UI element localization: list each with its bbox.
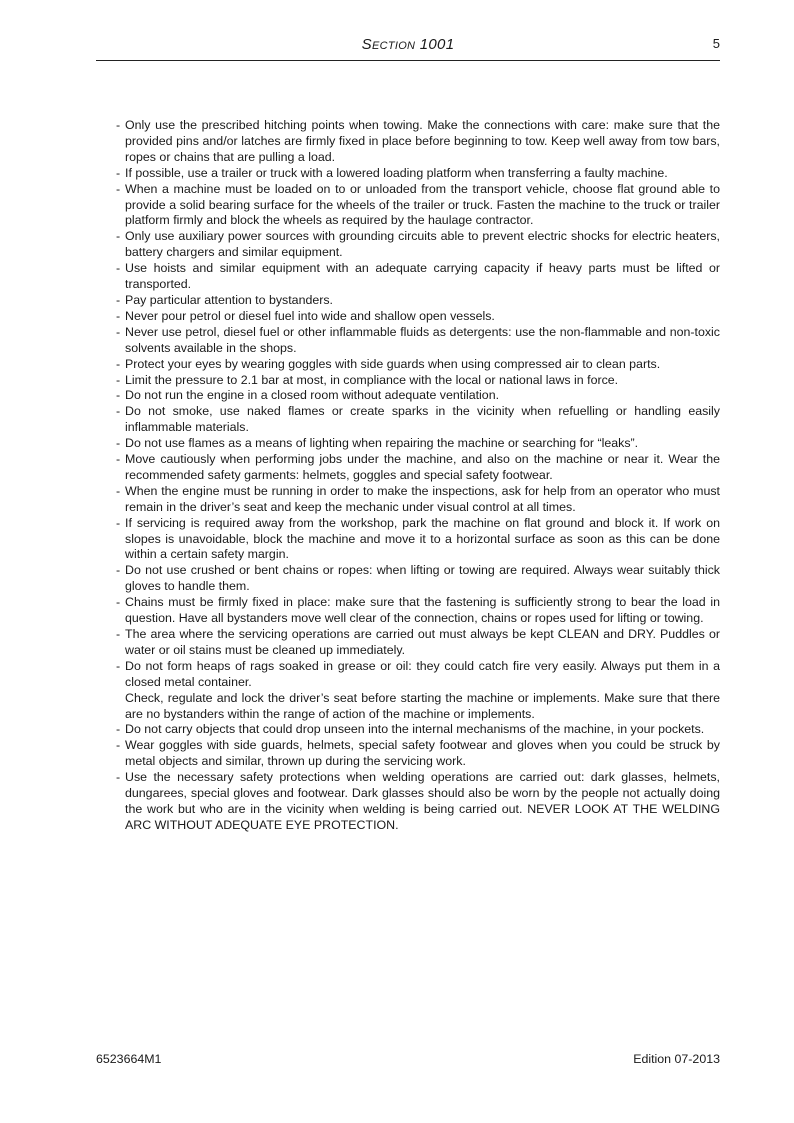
edition-label: Edition 07-2013 bbox=[633, 1052, 720, 1066]
bullet-dash: - bbox=[116, 308, 121, 323]
list-item bbox=[116, 595, 720, 627]
list-item-text: When a machine must be loaded on to or unloaded from the transport vehicle, choose flat ground able to provide a solid bearing surface for the wheels of the trailer or truck. Fasten the machine to the truck or trailer platform firmly and block the wheels as required by the haulage contractor. bbox=[125, 181, 720, 228]
list-item-text: Wear goggles with side guards, helmets, special safety footwear and gloves when you could be struck by metal objects and similar, thrown up during the servicing work. bbox=[125, 738, 720, 769]
list-item-text: The area where the servicing operations are carried out must always be kept CLEAN and DRY. Puddles or water or oil stains must be cleaned up immediately. bbox=[125, 627, 720, 657]
bullet-dash: - bbox=[116, 292, 121, 307]
bullet-dash: - bbox=[116, 261, 121, 276]
list-item-text: Protect your eyes by wearing goggles with side guards when using compressed air to clean parts. bbox=[125, 356, 661, 371]
list-item bbox=[116, 357, 720, 373]
bullet-dash: - bbox=[116, 388, 121, 403]
list-item-text: Do not use crushed or bent chains or ropes: when lifting or towing are required. Always wear suitably thick gloves to handle them. bbox=[125, 563, 720, 594]
bullet-dash: - bbox=[116, 563, 121, 578]
bullet-dash: - bbox=[116, 658, 121, 673]
list-item-text: Chains must be firmly fixed in place: make sure that the fastening is sufficiently strong to bear the load in question. Have all bystanders move well clear of the connection, chains or ropes used for lifting or towing. bbox=[125, 595, 720, 626]
list-item-text: Do not form heaps of rags soaked in grease or oil: they could catch fire very easily. Always put them in a closed metal container. bbox=[125, 658, 720, 689]
list-item bbox=[116, 516, 720, 564]
list-item bbox=[116, 309, 720, 325]
list-item-text: Use the necessary safety protections when welding operations are carried out: dark glasses, helmets, dungarees, special gloves and footwear. Dark glasses should also be worn by the people not actually doing the work but who are in the vicinity when welding is being carried out. NEVER LOOK AT THE WELDING ARC WITHOUT ADEQUATE EYE PROTECTION. bbox=[125, 770, 720, 832]
list-item-text: Only use auxiliary power sources with grounding circuits able to prevent electric shocks for electric heaters, battery chargers and similar equipment. bbox=[125, 229, 720, 260]
list-item-text: Limit the pressure to 2.1 bar at most, in compliance with the local or national laws in force. bbox=[125, 372, 619, 387]
page-header bbox=[96, 30, 720, 61]
list-item-text: Check, regulate and lock the driver’s seat before starting the machine or implements. Make sure that there are no bystanders within the range of action of the machine or implements. bbox=[125, 690, 720, 721]
list-item bbox=[116, 229, 720, 261]
document-code: 6523664M1 bbox=[96, 1052, 162, 1066]
list-item-text: Do not run the engine in a closed room without adequate ventilation. bbox=[125, 388, 500, 403]
list-item bbox=[116, 659, 720, 691]
list-item-text: When the engine must be running in order to make the inspections, ask for help from an operator who must remain in the driver’s seat and keep the mechanic under visual control at all times. bbox=[125, 483, 720, 514]
list-item bbox=[116, 293, 720, 309]
list-item bbox=[116, 738, 720, 770]
bullet-dash: - bbox=[116, 436, 121, 451]
list-item bbox=[116, 404, 720, 436]
list-item-text: Pay particular attention to bystanders. bbox=[125, 292, 334, 307]
bullet-dash: - bbox=[116, 165, 121, 180]
list-item bbox=[116, 436, 720, 452]
list-item bbox=[116, 261, 720, 293]
list-item-text: Do not use flames as a means of lighting when repairing the machine or searching for “leaks”. bbox=[125, 436, 639, 451]
list-item bbox=[116, 388, 720, 404]
list-item-text: Never pour petrol or diesel fuel into wide and shallow open vessels. bbox=[125, 308, 495, 323]
list-item bbox=[116, 627, 720, 659]
list-item bbox=[116, 691, 720, 723]
bullet-dash: - bbox=[116, 452, 121, 467]
list-item bbox=[116, 118, 720, 166]
list-item-text: Never use petrol, diesel fuel or other inflammable fluids as detergents: use the non-flammable and non-toxic solvents available in the shops. bbox=[125, 324, 720, 355]
list-item-text: If servicing is required away from the workshop, park the machine on flat ground and block it. If work on slopes is unavoidable, block the machine and move it to a horizontal surface as soon as this can be done within a certain safety margin. bbox=[125, 515, 720, 562]
safety-instructions-list bbox=[116, 118, 720, 834]
list-item bbox=[116, 325, 720, 357]
list-item-text: Do not carry objects that could drop unseen into the internal mechanisms of the machine, in your pockets. bbox=[125, 722, 705, 737]
list-item bbox=[116, 722, 720, 738]
list-item bbox=[116, 373, 720, 389]
list-item-text: If possible, use a trailer or truck with a lowered loading platform when transferring a faulty machine. bbox=[125, 165, 668, 180]
bullet-dash: - bbox=[116, 595, 121, 610]
bullet-dash: - bbox=[116, 372, 121, 387]
list-item bbox=[116, 770, 720, 834]
list-item bbox=[116, 563, 720, 595]
bullet-dash: - bbox=[116, 770, 121, 785]
bullet-dash: - bbox=[116, 356, 121, 371]
page-number: 5 bbox=[712, 36, 720, 51]
bullet-dash: - bbox=[116, 404, 121, 419]
section-title: Section 1001 bbox=[361, 36, 455, 53]
bullet-dash: - bbox=[116, 324, 121, 339]
list-item-text: Only use the prescribed hitching points when towing. Make the connections with care: make sure that the provided pins and/or latches are firmly fixed in place before beginning to tow. Keep well away from tow bars, ropes or chains that are pulling a load. bbox=[125, 118, 720, 164]
list-item-text: Move cautiously when performing jobs under the machine, and also on the machine or near it. Wear the recommended safety garments: helmets, goggles and special safety footwear. bbox=[125, 452, 720, 482]
list-item-text: Use hoists and similar equipment with an adequate carrying capacity if heavy parts must be lifted or transported. bbox=[125, 261, 720, 292]
bullet-dash: - bbox=[116, 722, 121, 737]
list-item-text: Do not smoke, use naked flames or create sparks in the vicinity when refuelling or handling easily inflammable materials. bbox=[125, 404, 720, 435]
list-item bbox=[116, 166, 720, 182]
bullet-dash: - bbox=[116, 118, 121, 132]
list-item bbox=[116, 452, 720, 484]
bullet-dash: - bbox=[116, 229, 121, 244]
bullet-dash: - bbox=[116, 738, 121, 753]
list-item bbox=[116, 484, 720, 516]
bullet-dash: - bbox=[116, 515, 121, 530]
bullet-dash: - bbox=[116, 181, 121, 196]
list-item bbox=[116, 182, 720, 230]
bullet-dash: - bbox=[116, 627, 121, 641]
bullet-dash: - bbox=[116, 483, 121, 498]
